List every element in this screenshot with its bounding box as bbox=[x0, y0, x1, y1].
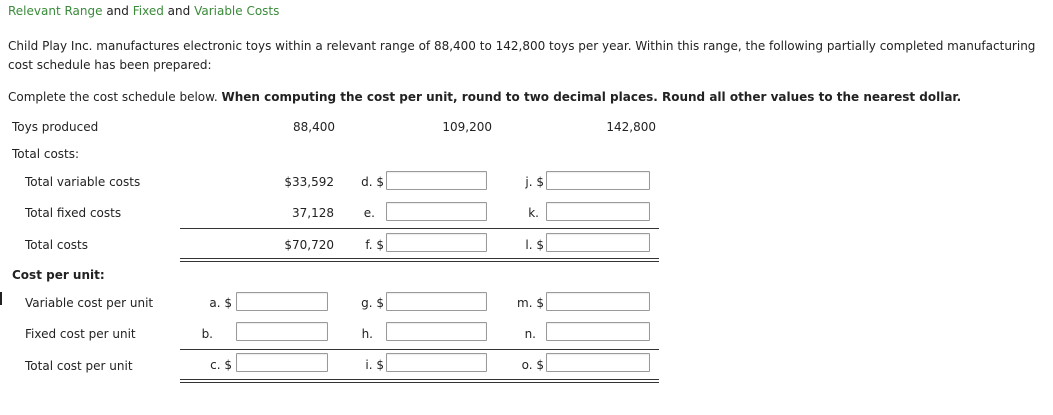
page-title bbox=[8, 4, 279, 18]
input-i[interactable] bbox=[386, 353, 487, 372]
prefix-k: k. bbox=[528, 206, 539, 220]
input-e[interactable] bbox=[386, 202, 487, 221]
sum-line-unit bbox=[180, 349, 659, 350]
input-n[interactable] bbox=[546, 322, 650, 341]
instructions bbox=[8, 90, 961, 104]
row-label-variable-cost-per-unit: Variable cost per unit bbox=[25, 296, 154, 310]
title-and-2: and bbox=[163, 4, 195, 18]
prefix-j: j. $ bbox=[525, 175, 544, 189]
input-d[interactable] bbox=[386, 171, 487, 190]
title-fixed: Fixed bbox=[132, 4, 164, 18]
row-label-total-fixed-costs: Total fixed costs bbox=[25, 206, 122, 220]
intro-paragraph: Child Play Inc. manufactures electronic toys within a relevant range of 88,400 to 142,800 toys per year. Within this range, the following partially completed manufacturing cost schedule has been prepared: bbox=[8, 39, 1036, 72]
title-and-1: and bbox=[102, 4, 133, 18]
prefix-g: g. $ bbox=[361, 296, 384, 310]
total-variable-costs-88400: $33,592 bbox=[284, 175, 334, 189]
row-label-total-cost-per-unit: Total cost per unit bbox=[25, 359, 133, 373]
prefix-b: b. bbox=[201, 327, 213, 341]
row-label-total-variable-costs: Total variable costs bbox=[25, 175, 141, 189]
prefix-m: m. $ bbox=[517, 296, 544, 310]
prefix-n: n. bbox=[524, 327, 536, 341]
input-c[interactable] bbox=[236, 353, 328, 372]
input-m[interactable] bbox=[546, 292, 650, 311]
col-header-88400: 88,400 bbox=[293, 120, 335, 134]
prefix-d: d. $ bbox=[361, 175, 384, 189]
instructions-bold: When computing the cost per unit, round to two decimal places. Round all other values to the nearest dollar. bbox=[221, 90, 962, 104]
sum-line bbox=[180, 228, 659, 229]
row-label-total-costs: Total costs bbox=[25, 238, 88, 252]
input-o[interactable] bbox=[546, 353, 650, 372]
prefix-f: f. $ bbox=[365, 238, 384, 252]
total-costs-88400: $70,720 bbox=[284, 238, 334, 252]
input-g[interactable] bbox=[386, 292, 487, 311]
prefix-h: h. bbox=[361, 327, 373, 341]
prefix-c: c. $ bbox=[210, 358, 232, 372]
input-h[interactable] bbox=[386, 322, 487, 341]
input-k[interactable] bbox=[546, 202, 650, 221]
row-label-fixed-cost-per-unit: Fixed cost per unit bbox=[25, 327, 136, 341]
prefix-a: a. $ bbox=[209, 296, 232, 310]
title-variable-costs: Variable Costs bbox=[194, 4, 280, 18]
input-b[interactable] bbox=[236, 322, 328, 341]
total-double-line-unit bbox=[180, 379, 659, 383]
total-costs-label: Total costs: bbox=[12, 147, 80, 161]
input-f[interactable] bbox=[386, 233, 487, 252]
toys-produced-label: Toys produced bbox=[12, 120, 99, 134]
cost-per-unit-label: Cost per unit: bbox=[12, 268, 105, 282]
col-header-142800: 142,800 bbox=[606, 120, 656, 134]
instructions-plain: Complete the cost schedule below. bbox=[8, 90, 222, 104]
input-l[interactable] bbox=[546, 233, 650, 252]
left-edge-marker bbox=[0, 292, 2, 305]
total-fixed-costs-88400: 37,128 bbox=[292, 206, 334, 220]
title-relevant-range: Relevant Range bbox=[8, 4, 103, 18]
prefix-e: e. bbox=[363, 206, 375, 220]
prefix-i: i. $ bbox=[365, 358, 384, 372]
input-a[interactable] bbox=[236, 292, 328, 311]
input-j[interactable] bbox=[546, 171, 650, 190]
total-double-line bbox=[180, 258, 659, 262]
prefix-o: o. $ bbox=[521, 358, 544, 372]
col-header-109200: 109,200 bbox=[442, 120, 492, 134]
prefix-l: l. $ bbox=[525, 238, 544, 252]
